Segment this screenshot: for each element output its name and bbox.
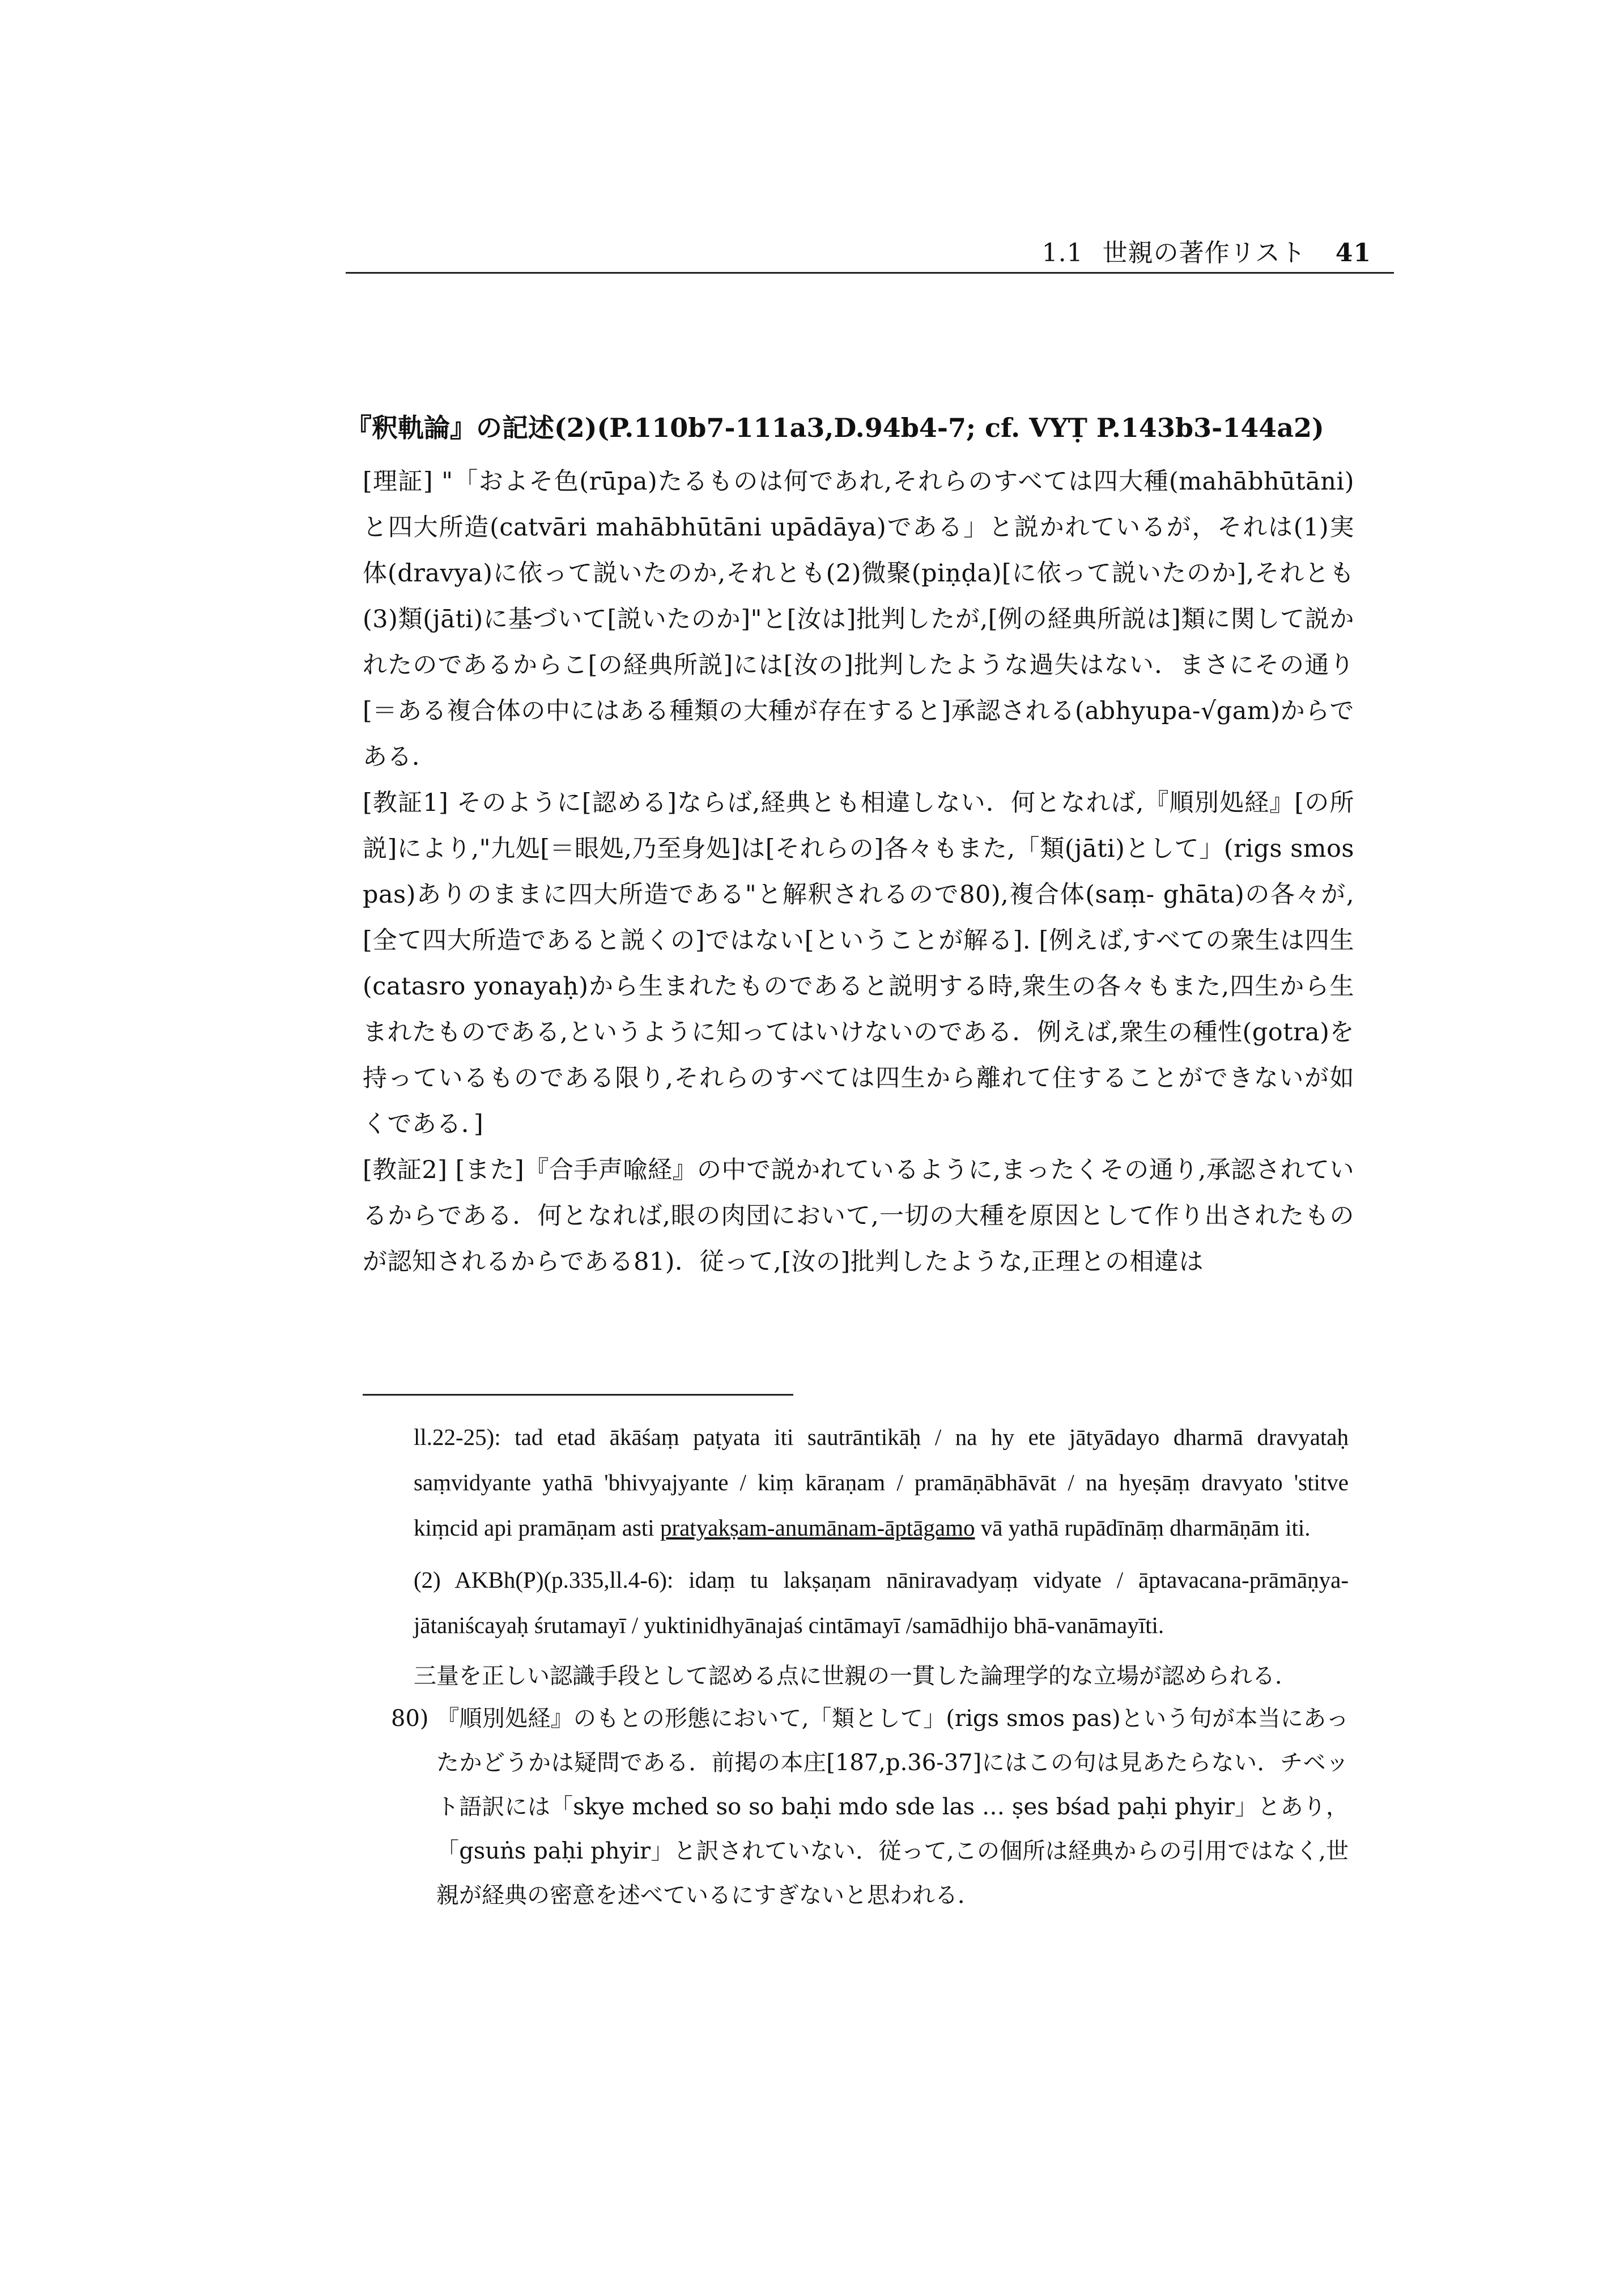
footnote-80-number: 80): [391, 1706, 429, 1732]
footnote-80: [391, 1697, 1349, 1917]
section-title: 世親の著作リスト: [1102, 239, 1306, 267]
running-header: [346, 232, 1394, 274]
footnote-80-text: 『順別処経』のもとの形態において,「類として」(rigs smos pas)という句が本当にあったかどうかは疑問である．前掲の本庄[187,p.36-37]にはこの句は見あたらない．チベット語訳には「skye mched so so baḥi mdo sde las … ṣes bśad paḥi phyir」とあり，「gsuṅs paḥi phyir」と訳されていない．従って,この個所は経典からの引用ではなく,世親が経典の密意を述べているにすぎないと思われる．: [436, 1706, 1349, 1908]
header-text: [1042, 232, 1371, 269]
section-number: 1.1: [1041, 239, 1083, 267]
footnote-latin-1: [414, 1414, 1349, 1550]
footnote-latin-1-underlined: pratyakṣam-anumānam-āptāgamo: [660, 1515, 975, 1541]
footnote-summary: 三量を正しい認識手段として認める点に世親の一貫した論理学的な立場が認められる．: [414, 1663, 1298, 1689]
section-heading: 『釈軌論』の記述(2)(P.110b7-111a3,D.94b4-7; cf. VYṬ P.143b3-144a2): [346, 413, 1324, 443]
footnote-latin-1-end: vā yathā rupādīnāṃ dharmāṇām iti.: [975, 1515, 1311, 1541]
footnotes: [391, 1405, 1349, 1917]
main-text: [346, 408, 1354, 1285]
footnote-latin-1-text: ll.22-25): tad etad ākāśaṃ paṭyata iti sautrāntikāḥ / na hy ete jātyādayo dharmā dravyataḥ saṃvidyante yathā 'bhivyajyante / kiṃ kāraṇam / pramāṇābhāvāt / na hyeṣāṃ dravyato 'stitve kiṃcid api pramāṇam asti: [414, 1424, 1349, 1541]
paragraph-reasoning: [理証] "「およそ色(rūpa)たるものは何であれ,それらのすべては四大種(mahābhūtāni) と四大所造(catvāri mahābhūtāni upādāya)である」と説かれているが，それは(1)実体(dravya)に依って説いたのか,それとも(2)微聚(piṇḍa)[に依って説いたのか],それとも(3)類(jāti)に基づいて[説いたのか]"と[汝は]批判したが,[例の経典所説は]類に関して説かれたのであるからこ[の経典所説]には[汝の]批判したような過失はない．まさにその通り[＝ある複合体の中にはある種類の大種が存在すると]承認される(abhyupa-√gam)からである．: [363, 467, 1354, 771]
paragraph-scripture-2: [教証2] [また]『合手声喩経』の中で説かれているように,まったくその通り,承認されているからである．何となれば,眼の肉団において,一切の大種を原因として作り出されたものが認知されるからである81)．従って,[汝の]批判したような,正理との相違は: [363, 1156, 1354, 1276]
page-number: 41: [1335, 239, 1371, 267]
footnote-latin-2: (2) AKBh(P)(p.335,ll.4-6): idaṃ tu lakṣaṇam nāniravadyaṃ vidyate / āptavacana-prāmāṇya-jātaniścayaḥ śrutamayī / yuktinidhyānajaś cintāmayī /samādhijo bhā-vanāmayīti.: [414, 1567, 1349, 1638]
footnote-rule: [363, 1394, 793, 1396]
paragraph-scripture-1: [教証1] そのように[認める]ならば,経典とも相違しない．何となれば,『順別処経』[の所説]により,"九処[＝眼処,乃至身処]は[それらの]各々もまた,「類(jāti)として」(rigs smos pas)ありのままに四大所造である"と解釈されるので80),複合体(saṃ- ghāta)の各々が,[全て四大所造であると説くの]ではない[ということが解る]. [例えば,すべての衆生は四生(catasro yonayaḥ)から生まれたものであると説明する時,衆生の各々もまた,四生から生まれたものである,というように知ってはいけないのである．例えば,衆生の種性(gotra)を持っているものである限り,それらのすべては四生から離れて住することができないが如くである．]: [363, 789, 1354, 1138]
